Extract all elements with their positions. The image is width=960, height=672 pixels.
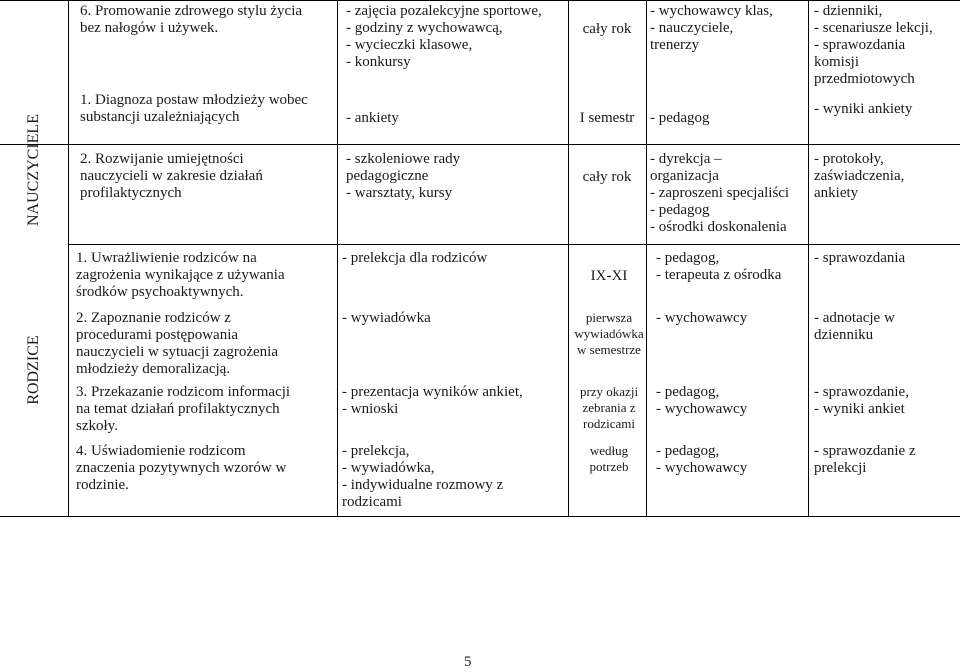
table-border — [808, 0, 809, 516]
page-number: 5 — [464, 654, 472, 670]
table-border — [68, 0, 69, 516]
section-label-parents: RODZICE — [25, 335, 42, 405]
cell-term: IX-XI — [590, 268, 628, 284]
cell-form: - ankiety — [346, 110, 399, 126]
cell-term: według potrzeb — [589, 443, 629, 474]
cell-task: 1. Uwrażliwienie rodziców na zagrożenia wynikające z używania środków psychoaktywnych. — [76, 250, 285, 300]
cell-form: - prezentacja wyników ankiet, - wnioski — [342, 384, 523, 417]
cell-task: 1. Diagnoza postaw młodzieży wobec substancji uzależniających — [80, 92, 308, 125]
cell-task: 2. Zapoznanie rodziców z procedurami postępowania nauczycieli w sytuacji zagrożenia młodzieży demoralizacją. — [76, 310, 278, 377]
cell-who: - pedagog, - terapeuta z ośrodka — [656, 250, 782, 283]
cell-term: cały rok — [582, 21, 632, 37]
cell-who: - dyrekcja – organizacja - zaproszeni specjaliści - pedagog - ośrodki doskonalenia — [650, 151, 790, 235]
cell-form: - szkoleniowe rady pedagogiczne - warsztaty, kursy — [346, 151, 461, 201]
table-border — [68, 244, 960, 245]
table-border — [568, 0, 569, 516]
table-border — [646, 0, 647, 516]
cell-who: - pedagog — [650, 110, 710, 126]
section-label-teachers: NAUCZYCIELE — [25, 114, 42, 226]
cell-task: 3. Przekazanie rodzicom informacji na temat działań profilaktycznych szkoły. — [76, 384, 291, 434]
cell-doc: - adnotacje w dzienniku — [814, 310, 895, 343]
cell-term: I semestr — [579, 110, 635, 126]
cell-doc: - dzienniki, - scenariusze lekcji, - sprawozdania komisji przedmiotowych — [814, 3, 933, 87]
cell-who: - wychowawcy klas, - nauczyciele, trenerzy — [650, 3, 773, 53]
cell-task: 6. Promowanie zdrowego stylu życia bez nałogów i używek. — [80, 3, 303, 36]
table-border — [0, 144, 960, 145]
cell-who: - wychowawcy — [656, 310, 748, 326]
table-border — [337, 0, 338, 516]
cell-doc: - wyniki ankiety — [814, 101, 913, 117]
cell-term: przy okazji zebrania z rodzicami — [579, 384, 639, 431]
cell-form: - zajęcia pozalekcyjne sportowe, - godziny z wychowawcą, - wycieczki klasowe, - konkursy — [346, 3, 542, 70]
table-border — [0, 516, 960, 517]
table-border — [0, 0, 960, 1]
cell-form: - wywiadówka — [342, 310, 431, 326]
cell-form: - prelekcja dla rodziców — [342, 250, 488, 266]
cell-term: cały rok — [582, 169, 632, 185]
cell-task: 4. Uświadomienie rodzicom znaczenia pozytywnych wzorów w rodzinie. — [76, 443, 287, 493]
cell-doc: - sprawozdanie, - wyniki ankiet — [814, 384, 909, 417]
cell-doc: - sprawozdanie z prelekcji — [814, 443, 916, 476]
cell-who: - pedagog, - wychowawcy — [656, 443, 748, 476]
cell-task: 2. Rozwijanie umiejętności nauczycieli w zakresie działań profilaktycznych — [80, 151, 263, 201]
cell-who: - pedagog, - wychowawcy — [656, 384, 748, 417]
cell-form: - prelekcja, - wywiadówka, - indywidualne rozmowy z rodzicami — [342, 443, 504, 510]
cell-term: pierwsza wywiadówka w semestrze — [574, 310, 644, 357]
cell-doc: - protokoły, zaświadczenia, ankiety — [814, 151, 905, 201]
cell-doc: - sprawozdania — [814, 250, 906, 266]
